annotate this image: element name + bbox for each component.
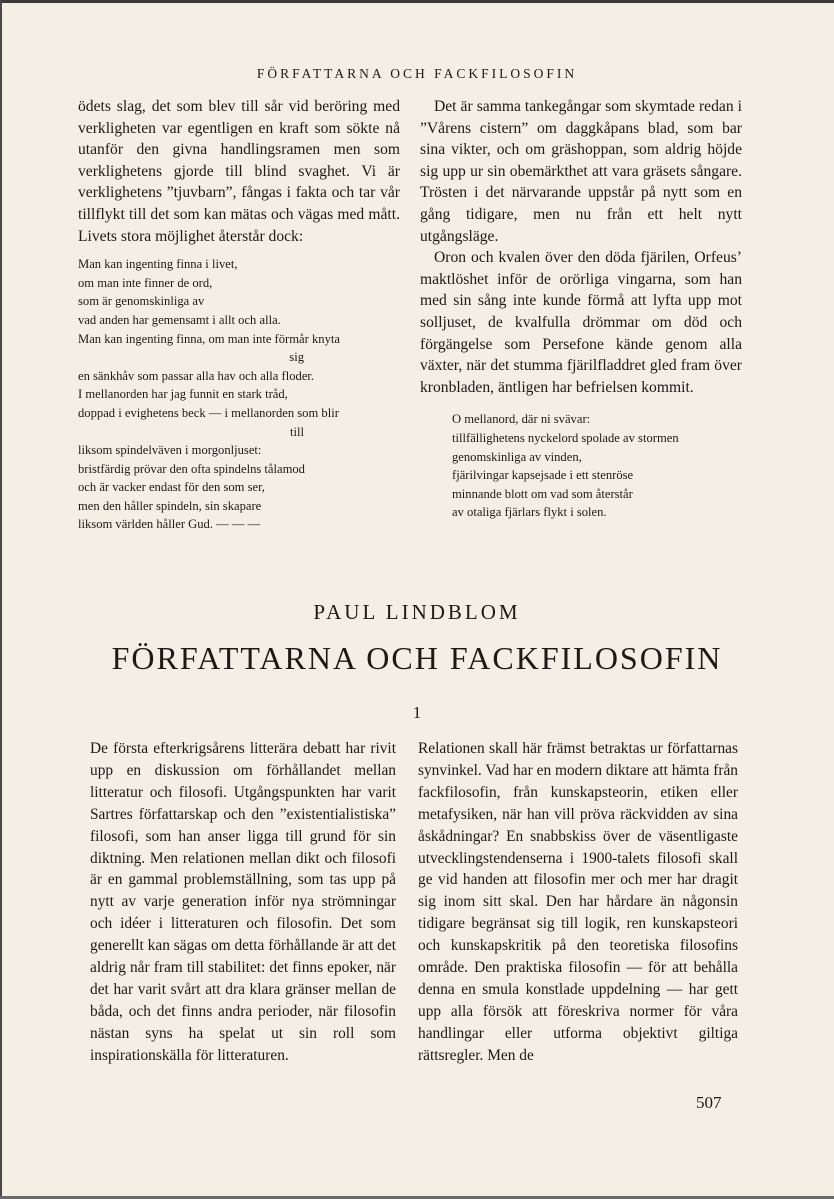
poem-line: vad anden har gemensamt i allt och alla. — [78, 312, 281, 327]
poem-line: av otaliga fjärlars flykt i solen. — [452, 505, 607, 520]
poem-line: fjärilvingar kapsejsade i ett stenröse — [452, 468, 634, 483]
page-number: 507 — [696, 1093, 722, 1112]
article-title: FÖRFATTARNA OCH FACKFILOSOFIN — [111, 640, 723, 676]
scan-edge-top — [0, 0, 834, 3]
poem-line: O mellanord, där ni svävar: — [452, 412, 591, 427]
section-number: 1 — [412, 703, 422, 722]
poem-line: minnande blott om vad som återstår — [452, 486, 633, 501]
poem-line: liksom världen håller Gud. — — — — [78, 517, 261, 532]
bottom-left-column — [90, 738, 396, 1067]
poem-line: Man kan ingenting finna i livet, — [78, 257, 238, 272]
bottom-right-column — [418, 738, 738, 1067]
poem-line-continuation: sig — [289, 350, 304, 365]
poem-line: och är vacker endast för den som ser, — [78, 480, 265, 495]
top-left-paragraph: ödets slag, det som blev till sår vid beröring med verkligheten var egentligen en kraft som sökte nå utanför den givna handlingsramen men som verklighetens gjorde till blind svaghet. Vi är verklighetens ”tjuvbarn”, fångas i fakta och tar vår tillflykt till det som kan mätas och vägas med mått. Livets stora möjlighet återstår dock: — [78, 98, 400, 245]
bottom-left-paragraph: De första efterkrigsårens litterära debatt har rivit upp en diskussion om förhållandet mellan litteratur och filosofi. Utgångspunkten har varit Sartres författarskap och den ”existentialistiska” filosofi, som han anser ligga till grund för sin diktning. Men relationen mellan dikt och filosofi är en gammal problemställning, som tas upp på nytt av varje generation inför nya strömningar och idéer i litteraturen och filosofin. Det som generellt kan sägas om detta förhållande är att det aldrig når fram till stabilitet: det finns epoker, när det har varit svårt att dra klara gränser mellan de båda, och det finns andra perioder, när filosofin nästan syns ha spelat ut sin roll som inspirationskälla för litteraturen. — [90, 740, 396, 1064]
top-right-paragraph-1: Det är samma tankegångar som skymtade redan i ”Vårens cistern” om daggkåpans blad, som bar sina vikter, och om gräshoppan, som aldrig höjde sig upp ur sin obemärkthet att vara gräsets sångare. Trösten i det närvarande uppstår på nytt som en gång tidigare, men nu från ett helt nytt utgångsläge. — [420, 98, 742, 245]
poem-line: om man inte finner de ord, — [78, 275, 213, 290]
poem-line: som är genomskinliga av — [78, 294, 205, 309]
article-author: PAUL LINDBLOM — [313, 600, 521, 624]
poem-line: liksom spindelväven i morgonljuset: — [78, 443, 262, 458]
poem-line: en sänkhåv som passar alla hav och alla floder. — [78, 368, 315, 383]
poem-line: Man kan ingenting finna, om man inte förmår knyta — [78, 331, 340, 346]
poem-left — [78, 255, 400, 534]
poem-line: tillfällighetens nyckelord spolade av stormen — [452, 430, 679, 445]
poem-line: I mellanorden har jag funnit en stark tråd, — [78, 387, 288, 402]
poem-line: genomskinliga av vinden, — [452, 449, 582, 464]
top-left-column — [78, 96, 400, 534]
running-head: FÖRFATTARNA OCH FACKFILOSOFIN — [256, 66, 578, 81]
top-right-column — [420, 96, 742, 522]
poem-line: men den håller spindeln, sin skapare — [78, 498, 262, 513]
poem-line: doppad i evighetens beck — i mellanorden som blir — [78, 405, 339, 420]
top-right-paragraph-2: Oron och kvalen över den döda fjärilen, Orfeus’ maktlöshet inför de orörliga vingarna, som han med sin sång inte kunde förmå att lyfta upp mot solljuset, de kvalfulla drömmar om död och förgängelse som Persefone kände genom alla växter, när det stumma fjärilfladdret gled fram över kronbladen, äntligen har befrielsen kommit. — [420, 249, 742, 396]
poem-right — [420, 410, 742, 522]
bottom-right-paragraph: Relationen skall här främst betraktas ur författarnas synvinkel. Vad har en modern diktare att hämta från fackfilosofin, från kunskapsteorin, etiken eller metafysiken, när han vill pröva räckvidden av sina åskådningar? En snabbskiss över de väsentligaste utvecklingstendenserna i 1900-talets filosofi skall ge vid handen att filosofin mer och mer har dragit sig inom sitt skal. Den har hårdare än någonsin tidigare begränsat sig till logik, ren kunskapsteori och kunskapskritik på den teoretiska filosofins område. Den praktiska filosofin — för att behålla denna en smula konstlade uppdelning — har gett upp alla försök att föreskriva normer för våra handlingar eller utforma objektivt giltiga rättsregler. Men de — [418, 740, 738, 1064]
poem-line-continuation: till — [290, 424, 304, 439]
poem-line: bristfärdig prövar den ofta spindelns tålamod — [78, 461, 305, 476]
